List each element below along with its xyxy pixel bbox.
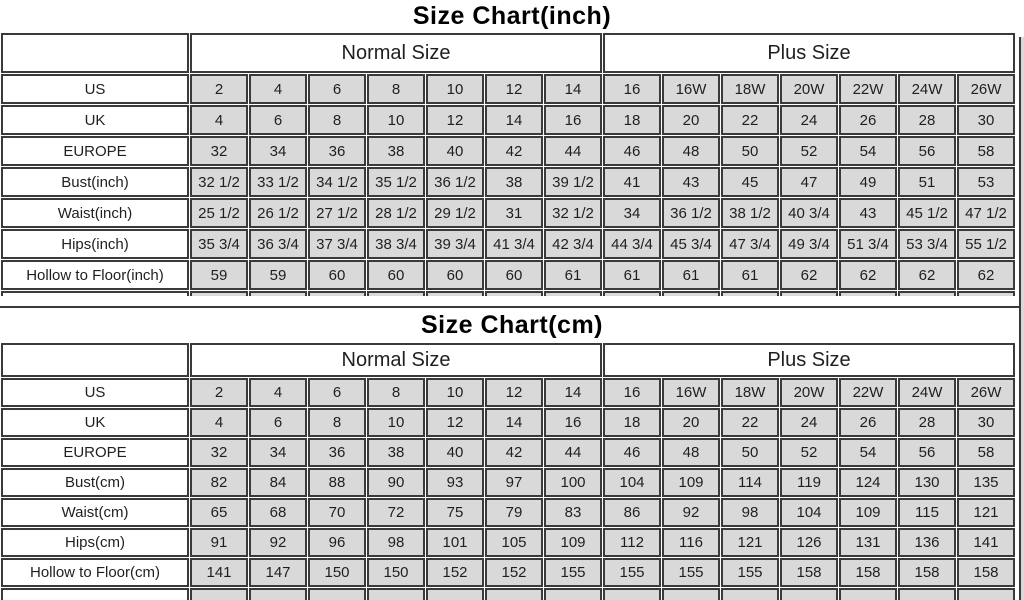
cutoff-label-cell: [1, 291, 189, 296]
size-cell: 36 1/2: [662, 198, 720, 228]
size-cell: 141: [190, 558, 248, 587]
size-cell: 130: [898, 468, 956, 497]
size-cell: 155: [603, 558, 661, 587]
size-cell: 96: [308, 528, 366, 557]
size-cell: 10: [367, 408, 425, 437]
cutoff-cell: [308, 291, 366, 296]
size-chart-cm-table: [0, 342, 1016, 600]
size-cell: 20W: [780, 74, 838, 104]
group-header-plus-size: Plus Size: [603, 33, 1015, 73]
size-cell: 16: [603, 378, 661, 407]
size-cell: 58: [957, 136, 1015, 166]
size-cell: 26W: [957, 74, 1015, 104]
size-cell: 82: [190, 468, 248, 497]
size-cell: 34: [603, 198, 661, 228]
size-cell: 90: [367, 468, 425, 497]
cutoff-cell: [485, 588, 543, 600]
cutoff-cell: [662, 291, 720, 296]
cutoff-cell: [957, 588, 1015, 600]
size-cell: 58: [957, 438, 1015, 467]
size-cell: 22: [721, 408, 779, 437]
size-cell: 32: [190, 136, 248, 166]
size-cell: 12: [426, 408, 484, 437]
size-cell: 38 1/2: [721, 198, 779, 228]
size-cell: 43: [662, 167, 720, 197]
cutoff-cell: [190, 588, 248, 600]
size-cell: 41: [603, 167, 661, 197]
size-cell: 56: [898, 438, 956, 467]
size-cell: 124: [839, 468, 897, 497]
row-label: US: [1, 378, 189, 407]
size-cell: 24: [780, 105, 838, 135]
cutoff-cell: [780, 588, 838, 600]
size-cell: 152: [426, 558, 484, 587]
size-cell: 83: [544, 498, 602, 527]
size-cell: 6: [249, 105, 307, 135]
size-chart-inch-table: [0, 32, 1016, 296]
size-cell: 40: [426, 438, 484, 467]
size-cell: 158: [839, 558, 897, 587]
cutoff-cell: [367, 291, 425, 296]
size-cell: 86: [603, 498, 661, 527]
size-cell: 155: [544, 558, 602, 587]
size-cell: 24W: [898, 74, 956, 104]
cutoff-cell: [721, 588, 779, 600]
size-cell: 131: [839, 528, 897, 557]
cutoff-cell: [662, 588, 720, 600]
size-cell: 45: [721, 167, 779, 197]
cutoff-cell: [249, 588, 307, 600]
size-cell: 42 3/4: [544, 229, 602, 259]
size-cell: 48: [662, 136, 720, 166]
size-chart-cm-section: [0, 306, 1024, 600]
size-cell: 70: [308, 498, 366, 527]
cutoff-row: [1, 291, 1015, 296]
group-header-normal-size: Normal Size: [190, 343, 602, 377]
row-label: Waist(inch): [1, 198, 189, 228]
size-cell: 147: [249, 558, 307, 587]
size-cell: 92: [662, 498, 720, 527]
size-cell: 72: [367, 498, 425, 527]
size-cell: 104: [780, 498, 838, 527]
row-label: Hips(inch): [1, 229, 189, 259]
size-cell: 51: [898, 167, 956, 197]
size-cell: 20W: [780, 378, 838, 407]
size-cell: 8: [308, 408, 366, 437]
row-label: Bust(cm): [1, 468, 189, 497]
cutoff-cell: [957, 291, 1015, 296]
row-label: Hips(cm): [1, 528, 189, 557]
size-cell: 36 3/4: [249, 229, 307, 259]
size-cell: 32 1/2: [544, 198, 602, 228]
size-cell: 38: [485, 167, 543, 197]
size-cell: 22: [721, 105, 779, 135]
size-cell: 28: [898, 408, 956, 437]
cutoff-cell: [603, 291, 661, 296]
size-cell: 35 1/2: [367, 167, 425, 197]
cutoff-cell: [898, 291, 956, 296]
size-cell: 48: [662, 438, 720, 467]
size-cell: 53: [957, 167, 1015, 197]
corner-cell: [1, 33, 189, 73]
size-cell: 158: [780, 558, 838, 587]
size-cell: 38 3/4: [367, 229, 425, 259]
row-label: UK: [1, 105, 189, 135]
size-cell: 36: [308, 438, 366, 467]
size-cell: 104: [603, 468, 661, 497]
size-cell: 56: [898, 136, 956, 166]
size-cell: 135: [957, 468, 1015, 497]
corner-cell: [1, 343, 189, 377]
row-label: Waist(cm): [1, 498, 189, 527]
size-cell: 60: [426, 260, 484, 290]
size-cell: 52: [780, 136, 838, 166]
size-cell: 16: [603, 74, 661, 104]
size-cell: 44: [544, 438, 602, 467]
size-cell: 62: [898, 260, 956, 290]
size-cell: 126: [780, 528, 838, 557]
size-cell: 114: [721, 468, 779, 497]
size-cell: 10: [426, 74, 484, 104]
size-cell: 16: [544, 105, 602, 135]
size-cell: 61: [721, 260, 779, 290]
cutoff-cell: [780, 291, 838, 296]
size-cell: 27 1/2: [308, 198, 366, 228]
size-cell: 62: [957, 260, 1015, 290]
size-cell: 61: [544, 260, 602, 290]
size-cell: 55 1/2: [957, 229, 1015, 259]
cutoff-cell: [426, 588, 484, 600]
size-cell: 59: [249, 260, 307, 290]
size-cell: 109: [544, 528, 602, 557]
size-cell: 49 3/4: [780, 229, 838, 259]
size-cell: 52: [780, 438, 838, 467]
row-label: US: [1, 74, 189, 104]
size-cell: 97: [485, 468, 543, 497]
size-cell: 6: [308, 378, 366, 407]
group-header-normal-size: Normal Size: [190, 33, 602, 73]
size-cell: 112: [603, 528, 661, 557]
size-cell: 6: [308, 74, 366, 104]
size-cell: 61: [662, 260, 720, 290]
size-cell: 28 1/2: [367, 198, 425, 228]
size-cell: 38: [367, 438, 425, 467]
size-cell: 4: [249, 378, 307, 407]
size-cell: 18W: [721, 378, 779, 407]
size-cell: 60: [308, 260, 366, 290]
cutoff-cell: [426, 291, 484, 296]
size-cell: 34: [249, 136, 307, 166]
size-cell: 26: [839, 408, 897, 437]
size-cell: 150: [308, 558, 366, 587]
size-cell: 116: [662, 528, 720, 557]
size-cell: 6: [249, 408, 307, 437]
size-cell: 39 1/2: [544, 167, 602, 197]
size-cell: 36: [308, 136, 366, 166]
row-label: Hollow to Floor(cm): [1, 558, 189, 587]
size-cell: 34: [249, 438, 307, 467]
size-cell: 14: [485, 408, 543, 437]
size-cell: 12: [485, 74, 543, 104]
size-cell: 155: [662, 558, 720, 587]
size-cell: 42: [485, 438, 543, 467]
size-cell: 4: [190, 105, 248, 135]
size-cell: 20: [662, 105, 720, 135]
size-cell: 141: [957, 528, 1015, 557]
size-cell: 93: [426, 468, 484, 497]
size-cell: 4: [249, 74, 307, 104]
size-chart-inch-section: [0, 0, 1024, 296]
size-cell: 50: [721, 136, 779, 166]
size-cell: 16W: [662, 74, 720, 104]
cutoff-cell: [839, 588, 897, 600]
size-cell: 47 3/4: [721, 229, 779, 259]
size-cell: 152: [485, 558, 543, 587]
size-cell: 25 1/2: [190, 198, 248, 228]
size-cell: 34 1/2: [308, 167, 366, 197]
size-cell: 12: [485, 378, 543, 407]
size-cell: 33 1/2: [249, 167, 307, 197]
size-cell: 98: [721, 498, 779, 527]
size-cell: 35 3/4: [190, 229, 248, 259]
row-label: EUROPE: [1, 438, 189, 467]
size-cell: 44: [544, 136, 602, 166]
size-cell: 26 1/2: [249, 198, 307, 228]
size-chart-inch-title: Size Chart(inch): [412, 2, 612, 30]
size-cell: 46: [603, 438, 661, 467]
size-cell: 60: [367, 260, 425, 290]
size-cell: 121: [957, 498, 1015, 527]
size-cell: 109: [662, 468, 720, 497]
cutoff-row: [1, 588, 1015, 600]
size-cell: 28: [898, 105, 956, 135]
size-cell: 2: [190, 74, 248, 104]
size-cell: 42: [485, 136, 543, 166]
size-cell: 8: [367, 74, 425, 104]
size-cell: 26W: [957, 378, 1015, 407]
size-cell: 53 3/4: [898, 229, 956, 259]
size-chart-cm-title: Size Chart(cm): [420, 311, 604, 339]
size-cell: 31: [485, 198, 543, 228]
size-cell: 65: [190, 498, 248, 527]
size-cell: 54: [839, 136, 897, 166]
size-cell: 47 1/2: [957, 198, 1015, 228]
size-cell: 20: [662, 408, 720, 437]
size-cell: 50: [721, 438, 779, 467]
size-cell: 62: [839, 260, 897, 290]
size-cell: 36 1/2: [426, 167, 484, 197]
size-cell: 47: [780, 167, 838, 197]
cutoff-cell: [721, 291, 779, 296]
size-cell: 158: [898, 558, 956, 587]
row-label: Bust(inch): [1, 167, 189, 197]
size-cell: 158: [957, 558, 1015, 587]
cutoff-cell: [367, 588, 425, 600]
size-cell: 24: [780, 408, 838, 437]
size-cell: 4: [190, 408, 248, 437]
cutoff-cell: [544, 588, 602, 600]
size-cell: 79: [485, 498, 543, 527]
size-cell: 22W: [839, 378, 897, 407]
size-cell: 150: [367, 558, 425, 587]
size-cell: 59: [190, 260, 248, 290]
size-cell: 68: [249, 498, 307, 527]
size-cell: 43: [839, 198, 897, 228]
size-cell: 155: [721, 558, 779, 587]
size-cell: 18: [603, 105, 661, 135]
size-cell: 88: [308, 468, 366, 497]
size-cell: 75: [426, 498, 484, 527]
size-cell: 105: [485, 528, 543, 557]
size-cell: 54: [839, 438, 897, 467]
size-cell: 30: [957, 408, 1015, 437]
size-cell: 136: [898, 528, 956, 557]
row-label: Hollow to Floor(inch): [1, 260, 189, 290]
row-label: UK: [1, 408, 189, 437]
cutoff-cell: [544, 291, 602, 296]
size-cell: 38: [367, 136, 425, 166]
size-cell: 8: [308, 105, 366, 135]
cutoff-cell: [190, 291, 248, 296]
size-cell: 98: [367, 528, 425, 557]
size-cell: 39 3/4: [426, 229, 484, 259]
size-cell: 49: [839, 167, 897, 197]
cutoff-label-cell: [1, 588, 189, 600]
size-cell: 10: [426, 378, 484, 407]
size-cell: 14: [485, 105, 543, 135]
size-cell: 60: [485, 260, 543, 290]
size-cell: 10: [367, 105, 425, 135]
cutoff-cell: [485, 291, 543, 296]
size-cell: 40: [426, 136, 484, 166]
size-cell: 51 3/4: [839, 229, 897, 259]
size-cell: 16: [544, 408, 602, 437]
size-cell: 32 1/2: [190, 167, 248, 197]
cutoff-cell: [839, 291, 897, 296]
size-cell: 45 3/4: [662, 229, 720, 259]
size-cell: 16W: [662, 378, 720, 407]
size-cell: 115: [898, 498, 956, 527]
size-cell: 14: [544, 74, 602, 104]
size-cell: 30: [957, 105, 1015, 135]
size-cell: 100: [544, 468, 602, 497]
size-cell: 45 1/2: [898, 198, 956, 228]
size-cell: 121: [721, 528, 779, 557]
size-cell: 41 3/4: [485, 229, 543, 259]
cutoff-cell: [603, 588, 661, 600]
size-cell: 22W: [839, 74, 897, 104]
size-cell: 32: [190, 438, 248, 467]
size-cell: 92: [249, 528, 307, 557]
size-cell: 61: [603, 260, 661, 290]
size-cell: 29 1/2: [426, 198, 484, 228]
size-cell: 46: [603, 136, 661, 166]
group-header-plus-size: Plus Size: [603, 343, 1015, 377]
size-cell: 62: [780, 260, 838, 290]
size-cell: 12: [426, 105, 484, 135]
size-cell: 18: [603, 408, 661, 437]
size-cell: 2: [190, 378, 248, 407]
size-cell: 101: [426, 528, 484, 557]
size-cell: 119: [780, 468, 838, 497]
size-cell: 44 3/4: [603, 229, 661, 259]
cutoff-cell: [898, 588, 956, 600]
size-cell: 14: [544, 378, 602, 407]
size-cell: 24W: [898, 378, 956, 407]
size-cell: 40 3/4: [780, 198, 838, 228]
right-cutoff-strip: [1019, 37, 1024, 600]
size-cell: 18W: [721, 74, 779, 104]
row-label: EUROPE: [1, 136, 189, 166]
size-cell: 26: [839, 105, 897, 135]
cutoff-cell: [308, 588, 366, 600]
cutoff-cell: [249, 291, 307, 296]
size-cell: 8: [367, 378, 425, 407]
size-cell: 109: [839, 498, 897, 527]
size-cell: 91: [190, 528, 248, 557]
size-cell: 37 3/4: [308, 229, 366, 259]
size-cell: 84: [249, 468, 307, 497]
